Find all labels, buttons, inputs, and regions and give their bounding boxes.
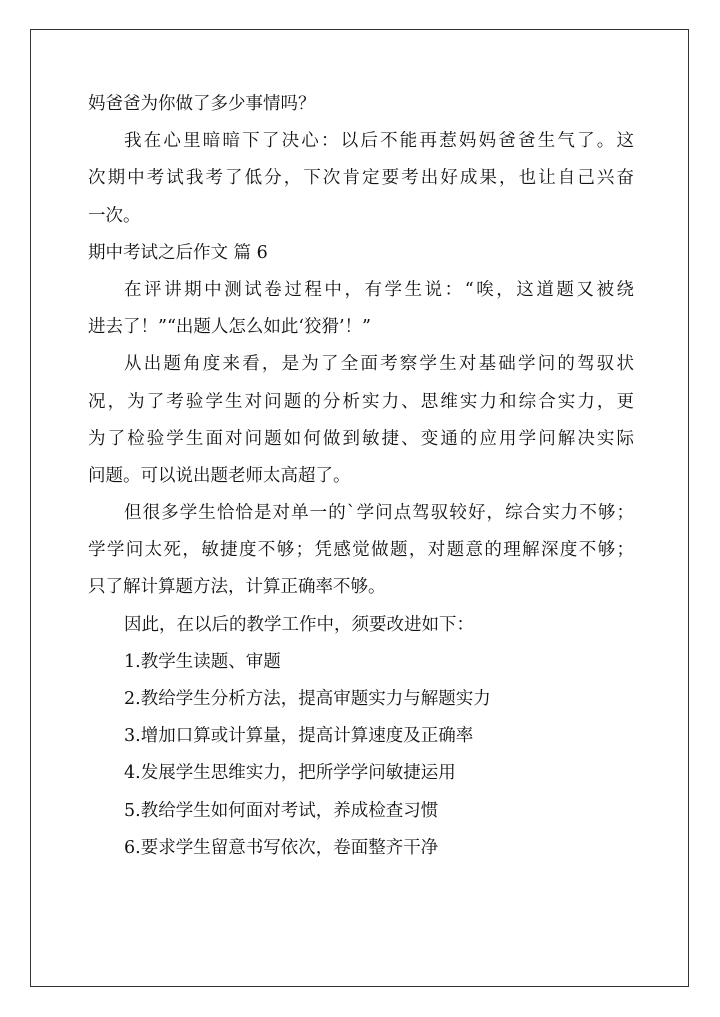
document-body	[88, 86, 634, 867]
text-line: 从出题角度来看，是为了全面考察学生对基础学问的驾驭状	[124, 354, 634, 375]
text-line: 次期中考试我考了低分，下次肯定要考出好成果，也让自己兴奋	[88, 168, 634, 189]
text-line: 2.教给学生分析方法，提高审题实力与解题实力	[124, 689, 491, 709]
text-line: 6.要求学生留意书写依次，卷面整齐干净	[124, 837, 439, 858]
text-line: 为了检验学生面对问题如何做到敏捷、变通的应用学问解决实际	[88, 428, 634, 449]
text-line: 学学问太死，敏捷度不够；凭感觉做题，对题意的理解深度不够；	[88, 540, 634, 561]
text-line: 妈爸爸为你做了多少事情吗？	[88, 94, 316, 114]
text-line: 因此，在以后的教学工作中，须要改进如下：	[124, 614, 474, 635]
text-line: 在评讲期中测试卷过程中，有学生说：“唉，这道题又被绕	[124, 279, 634, 300]
text-line: 4.发展学生思维实力，把所学学问敏捷运用	[124, 763, 456, 784]
text-line: 况，为了考验学生对问题的分析实力、思维实力和综合实力，更	[88, 391, 634, 412]
text-line: 期中考试之后作文 篇 6	[88, 242, 268, 263]
text-line: 但很多学生恰恰是对单一的`学问点驾驭较好，综合实力不够；	[124, 503, 634, 524]
text-line: 问题。可以说出题老师太高超了。	[88, 465, 351, 486]
text-line: 我在心里暗暗下了决心：以后不能再惹妈妈爸爸生气了。这	[124, 131, 634, 152]
text-line: 进去了！”“出题人怎么如此‘狡猾’！”	[88, 317, 371, 338]
text-line: 3.增加口算或计算量，提高计算速度及正确率	[124, 726, 474, 747]
text-line: 1.教学生读题、审题	[124, 651, 281, 672]
text-line: 只了解计算题方法，计算正确率不够。	[88, 577, 386, 598]
text-line: 一次。	[88, 205, 141, 226]
text-line: 5.教给学生如何面对考试，养成检查习惯	[124, 800, 439, 821]
